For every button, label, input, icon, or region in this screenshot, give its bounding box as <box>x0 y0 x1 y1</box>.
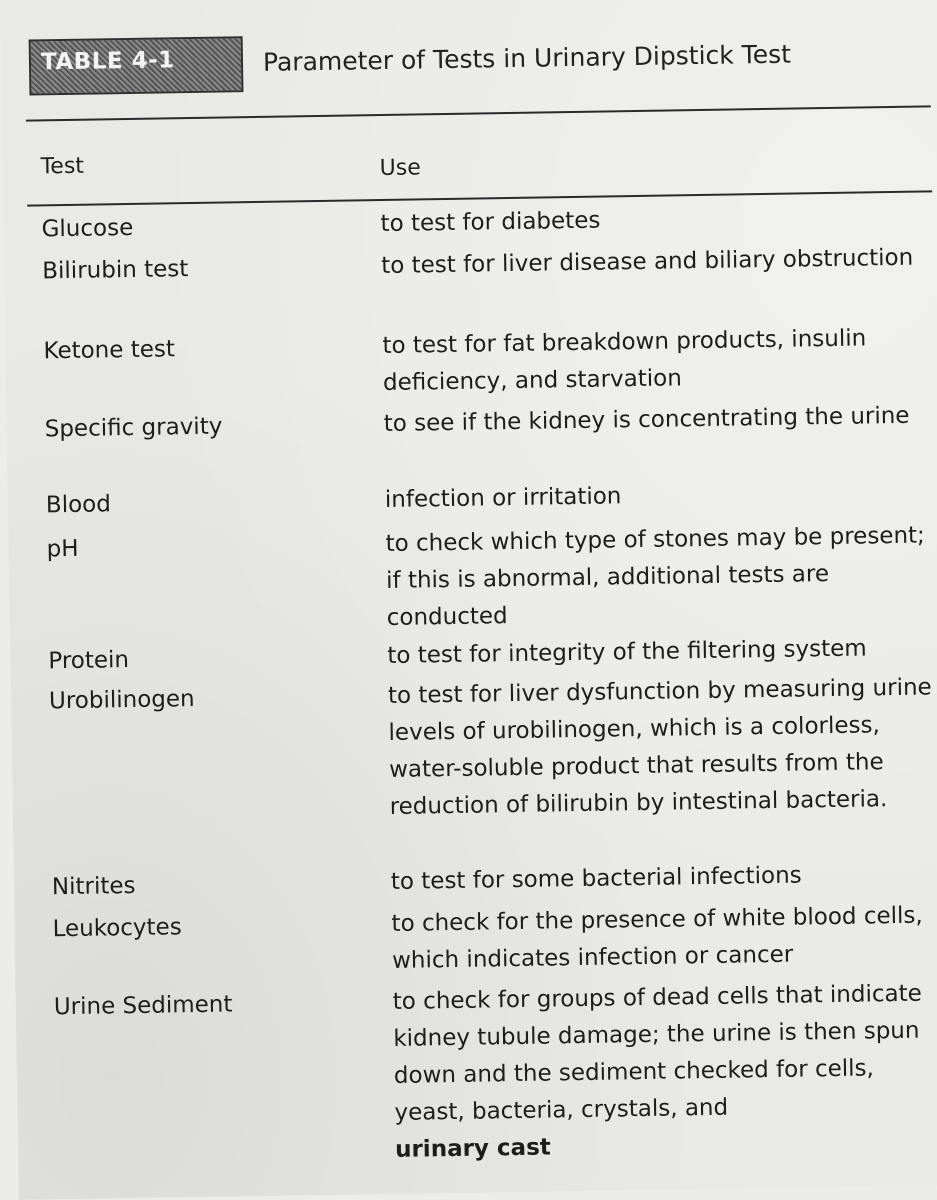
test-name: Ketone test <box>43 336 176 365</box>
column-header-use: Use <box>379 155 421 182</box>
table-number-label: TABLE 4-1 <box>40 47 175 76</box>
table-row <box>5 319 937 397</box>
test-use-text: to check for groups of dead cells that indicate kidney tubule damage; the urine is then spun down and the sediment checked for cells, yeast, bacteria, crystals, and <box>392 980 923 1126</box>
test-use: to test for integrity of the filtering system <box>387 635 867 669</box>
test-name: pH <box>46 535 79 563</box>
test-name: Urobilinogen <box>48 686 195 715</box>
test-use: to test for diabetes <box>380 207 601 238</box>
test-name: Urine Sediment <box>53 991 233 1021</box>
test-use: to test for liver disease and biliary obstruction <box>381 244 914 280</box>
table-row <box>8 517 937 631</box>
test-use-emphasis: urinary cast <box>394 1134 551 1163</box>
test-use: infection or irritation <box>384 483 622 514</box>
test-use: to test for liver dysfunction by measuring urine levels of urobilinogen, which is a colorless, water-soluble product that results from the reduction of bilirubin by intestinal bacteria. <box>387 674 932 820</box>
table-row <box>8 473 937 519</box>
test-use: to check for the presence of white blood cells, which indicates infection or cancer <box>391 902 923 974</box>
table-number-badge <box>29 36 244 95</box>
test-use: to test for fat breakdown products, insulin deficiency, and starvation <box>382 325 867 397</box>
test-name: Nitrites <box>51 872 136 901</box>
top-rule <box>26 105 931 121</box>
test-name: Bilirubin test <box>42 256 189 285</box>
table-title: Parameter of Tests in Urinary Dipstick Test <box>262 39 792 77</box>
test-name: Specific gravity <box>44 413 223 443</box>
column-header-test: Test <box>40 153 85 180</box>
test-name: Leukocytes <box>52 914 182 943</box>
test-use <box>393 975 937 1169</box>
test-name: Glucose <box>41 214 134 243</box>
test-use: to see if the kidney is concentrating the urine <box>383 402 910 438</box>
test-use: to check which type of stones may be present; if this is abnormal, additional tests are conducted <box>385 522 926 631</box>
test-use: to test for some bacterial infections <box>390 862 802 895</box>
test-name: Protein <box>48 647 130 675</box>
test-name: Blood <box>45 491 112 519</box>
table-row <box>14 855 937 901</box>
